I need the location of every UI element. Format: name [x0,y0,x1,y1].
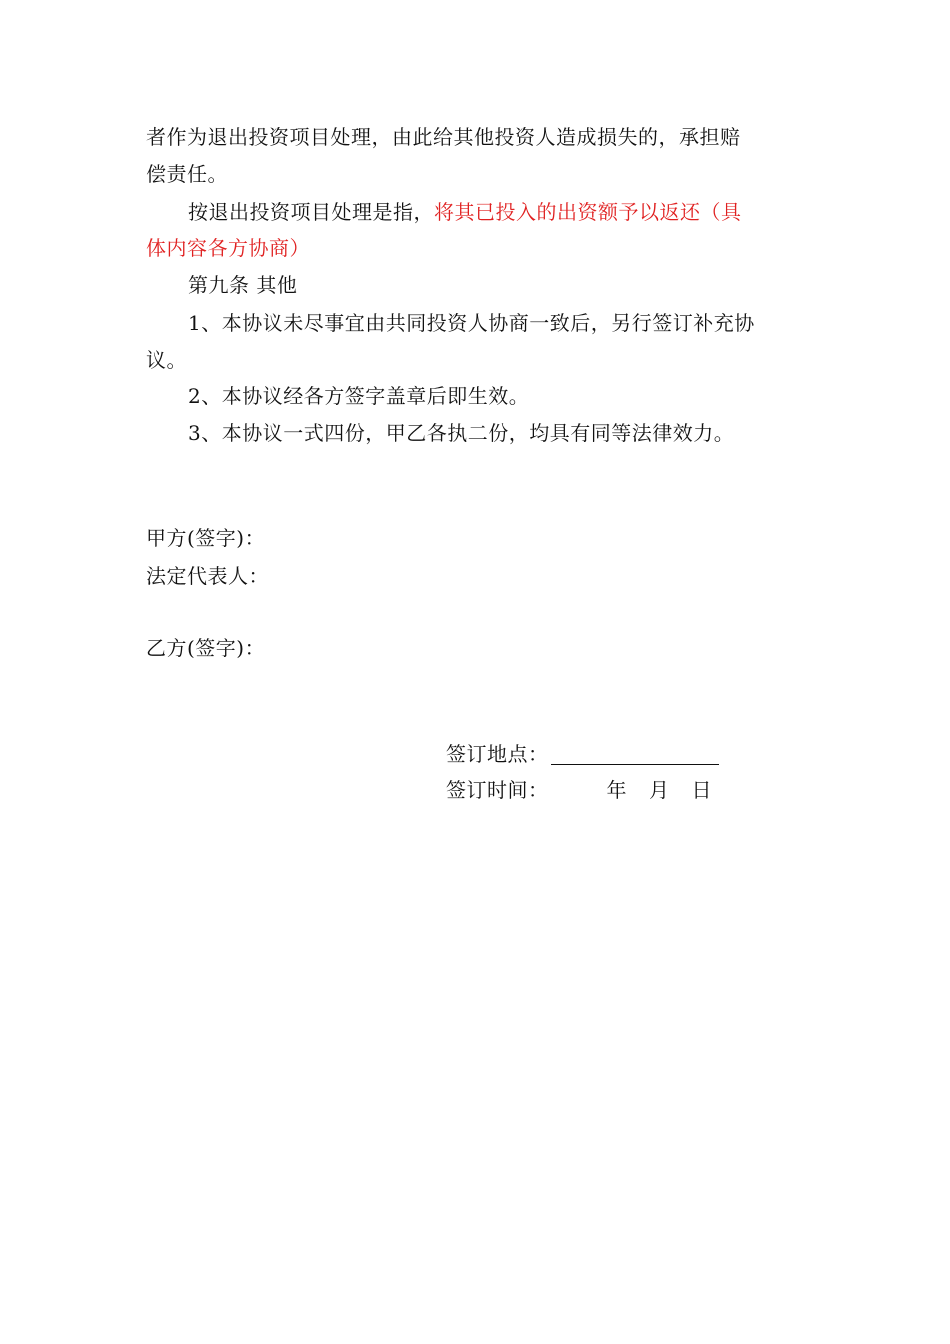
party-a-signature-label: 甲方(签字)： [146,526,266,550]
signing-time [446,778,712,802]
signing-time-label: 签订时间： [446,778,549,802]
signing-place [446,742,719,766]
clause-item: 3、本协议一式四份，甲乙各执二份，均具有同等法律效力。 [188,421,735,445]
paragraph-definition [188,200,742,224]
clause-item: 议。 [146,348,187,372]
month-label: 月 [649,778,670,802]
day-label: 日 [691,778,712,802]
party-b-signature-label: 乙方(签字)： [146,636,266,660]
paragraph-line: 者作为退出投资项目处理，由此给其他投资人造成损失的，承担赔 [146,125,741,149]
legal-representative-label: 法定代表人： [146,564,269,588]
signing-place-label: 签订地点： [446,742,549,766]
highlighted-text: 将其已投入的出资额予以返还（具 [434,200,742,224]
clause-item: 2、本协议经各方签字盖章后即生效。 [188,384,530,408]
highlighted-text: 体内容各方协商） [146,236,310,260]
clause-item: 1、本协议未尽事宜由共同投资人协商一致后，另行签订补充协 [188,311,755,335]
article-heading: 第九条 其他 [188,273,298,297]
signing-place-blank [551,744,719,765]
paragraph-line: 偿责任。 [146,162,228,186]
definition-text: 按退出投资项目处理是指， [188,200,434,224]
year-label: 年 [606,778,627,802]
